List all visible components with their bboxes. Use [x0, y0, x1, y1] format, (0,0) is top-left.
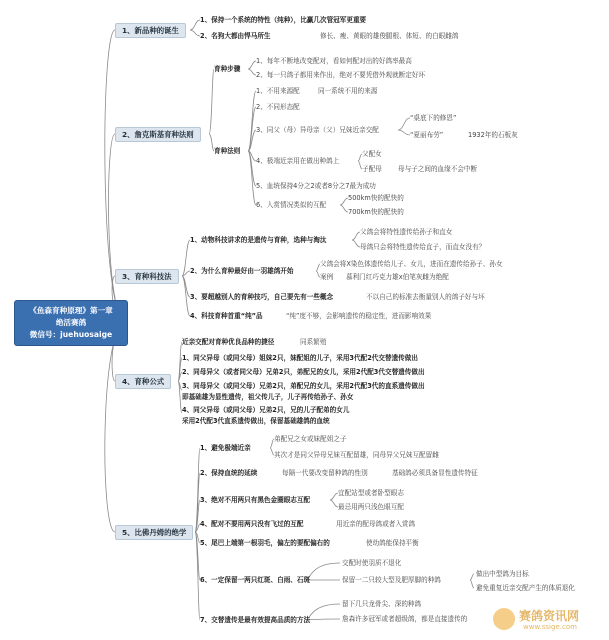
s3-item-4: 4、科技育种首重“纯”品 [190, 312, 263, 320]
s2-rule-4-note: 母与子之间的血缘不会中断 [398, 165, 478, 173]
edge-root-s2 [109, 134, 126, 322]
s5-item-3: 3、绝对不用两只有黑色金圈眼志互配 [200, 496, 311, 504]
s5-item-4-note: 用近亲的配母鸽或者入赏鸽 [336, 520, 416, 528]
s3-item-1-b: 母鸽只会将特性遗传给直子，而直女没有？ [360, 243, 486, 251]
edge-root-s5 [105, 322, 126, 532]
s2-rule-3-a: “桌底下的修恩” [410, 114, 457, 122]
s4-formula-4b: 采用2代配3代直系遗传做出，保留基础雄鸽的血统 [182, 417, 330, 425]
root-subtitle: 绝活赛鸽 [55, 318, 87, 327]
section-5: 5、比佛丹姆的绝学 [115, 525, 193, 540]
s4-formula-3a: 3、同母异父（或同父母）兄弟2只，弟配兄的女儿，采用2代配3代的直系遗传做出 [182, 382, 425, 390]
s5-item-2: 2、保持血统的延续 [200, 469, 258, 477]
section-3: 3、育种科技法 [115, 269, 179, 284]
s5-item-1: 1、避免极端近亲 [200, 444, 251, 452]
s5-item-7: 7、交替遗传是最有效提高品质的方法 [200, 616, 311, 624]
s1-item-1: 1、保持一个系统的特性（纯种），比赢几次管冠军更重要 [200, 16, 367, 24]
s5-item-1-a: 弟配兄之女或妹配姐之子 [274, 435, 347, 443]
s2-rule-4-a: 父配女 [362, 150, 382, 158]
s5-item-1-b: 其次才是同父异母兄妹互配留雄，同母异父兄妹互配留雌 [274, 451, 439, 459]
watermark [493, 606, 603, 634]
s1-item-2: 2、名狗大都由悍马所生 [200, 32, 271, 40]
s5-item-6-d: 避免重复近亲交配产生的体质退化 [476, 584, 575, 592]
root-node [14, 300, 128, 346]
s3-item-2-a: 父鸽会将X染色体遗传给儿子、女儿，进而在遗传给孙子、孙女 [320, 260, 503, 268]
s5-item-7-a: 留下几只龙骨尖、深的种鸽 [342, 600, 422, 608]
s2-rules: 育种法则 [214, 147, 241, 155]
s2-rule-6-b: 700km快的配快的 [348, 208, 404, 216]
pigeon-logo-icon [493, 608, 515, 630]
s2-rule-6-a: 500km快的配快的 [348, 194, 404, 202]
s3-item-4-note: “纯”度不够，会影响遗传的稳定性，进而影响效果 [286, 312, 432, 320]
s5-item-6: 6、一定保留一两只红斑、白雨、石斑 [200, 576, 311, 584]
s2-rule-2: 2、不同形态配 [256, 103, 300, 111]
s2-steps: 育种步骤 [214, 65, 241, 73]
s2-rule-6: 6、入赏情况类似的互配 [256, 201, 327, 209]
s3-item-2: 2、为什么育种最好由一羽雄鸽开始 [190, 267, 294, 275]
s2-rule-5: 5、血统保持4分之2或者8分之7最为成功 [256, 182, 376, 190]
s4-header-note: 同系繁殖 [300, 338, 327, 346]
s5-item-6-b: 保留一二只较大型及肥厚脚的种鸽 [342, 576, 441, 584]
s4-formula-1: 1、同父异母（或同父母）姐妹2只，妹配姐的儿子，采用3代配2代交替遗传做出 [182, 354, 418, 362]
s2-rule-4: 4、极端近亲用在做出种鸽上 [256, 157, 340, 165]
s3-item-3: 3、要超越别人的育种技巧，自己要先有一些概念 [190, 293, 334, 301]
s3-item-2-case: 案例 [320, 273, 334, 281]
s5-item-3-b: 最忌用两只浅色眼互配 [338, 503, 404, 511]
section-1: 1、新品种的诞生 [115, 23, 186, 38]
s2-step-2: 2、每一只鸽子都用来作出，绝对不要凭借外观就断定好坏 [256, 71, 426, 79]
s2-rule-3: 3、同父（母）异母亲（父）兄妹近亲交配 [256, 126, 379, 134]
s2-rule-3-b: “夏丽布劳” [410, 131, 444, 139]
s5-item-2-more: 基础鸽必须具备显性遗传特征 [392, 469, 478, 477]
s1-item-2-note: 修长、瘦、黄眼的雄俊腿根、体短、的白眼雌鸽 [320, 32, 459, 40]
root-wechat: 微信号：juehuosaige [29, 330, 113, 339]
s2-rule-3-c: 1932年的石板灰 [468, 131, 518, 139]
s5-item-5-note: 使幼鸽能保持平衡 [366, 539, 419, 547]
s5-item-2-note: 每隔一代要改变留种鸽的性别 [282, 469, 368, 477]
s5-item-6-c: 做出中型鸽为目标 [476, 570, 529, 578]
s5-item-4: 4、配对不要用两只没有飞过的互配 [200, 520, 304, 528]
s5-item-6-a: 交配时使羽质不退化 [342, 559, 402, 567]
s2-rule-1-note: 同一系统不用的来源 [318, 87, 378, 95]
s5-item-5: 5、尾巴上端第一根羽毛，偏左的要配偏右的 [200, 539, 330, 547]
s2-step-1: 1、每年不断地改变配对，看如何配对出的好鸽率最高 [256, 57, 412, 65]
watermark-url: www.ssige.com [523, 623, 577, 631]
section-4: 4、育种公式 [115, 374, 171, 389]
s5-item-3-a: 宜配站型或者卧型眼志 [338, 489, 404, 497]
s4-formula-4a: 4、同父异母（或同父母）兄弟2只，兄的儿子配弟的女儿 [182, 406, 350, 414]
s2-rule-4-b: 子配母 [362, 165, 382, 173]
s4-formula-2: 2、同母异父（或者同父母）兄弟2只，弟配兄的女儿，采用2代配3代交替遗传做出 [182, 368, 425, 376]
s3-item-3-note: 不以自己的标准去衡量别人的鸽子好与坏 [366, 293, 485, 301]
s3-item-2-b: 慕利门红巧克力雄x伯笔灰雌为绝配 [346, 273, 449, 281]
s5-item-7-b: 詹森许多冠军或者超级鸽，都是直接遗传的 [342, 615, 468, 623]
s4-header: 近亲交配对育种优良品种的捷径 [182, 338, 275, 346]
s2-rule-1: 1、不用来源配 [256, 87, 300, 95]
section-2: 2、詹克斯基育种法则 [115, 127, 201, 142]
s3-item-1: 1、动物科技讲求的是遗传与育种，选种与淘汰 [190, 236, 327, 244]
s3-item-1-a: 父鸽会将特性遗传给孙子和直女 [360, 228, 453, 236]
s4-formula-3b: 即基础雄为显性遗传，祖父传儿子，儿子再传给孙子、孙女 [182, 393, 354, 401]
root-title: 《鱼森育种原理》第一章 [29, 306, 113, 315]
watermark-site-name: 赛鸽资讯网 [519, 609, 580, 623]
